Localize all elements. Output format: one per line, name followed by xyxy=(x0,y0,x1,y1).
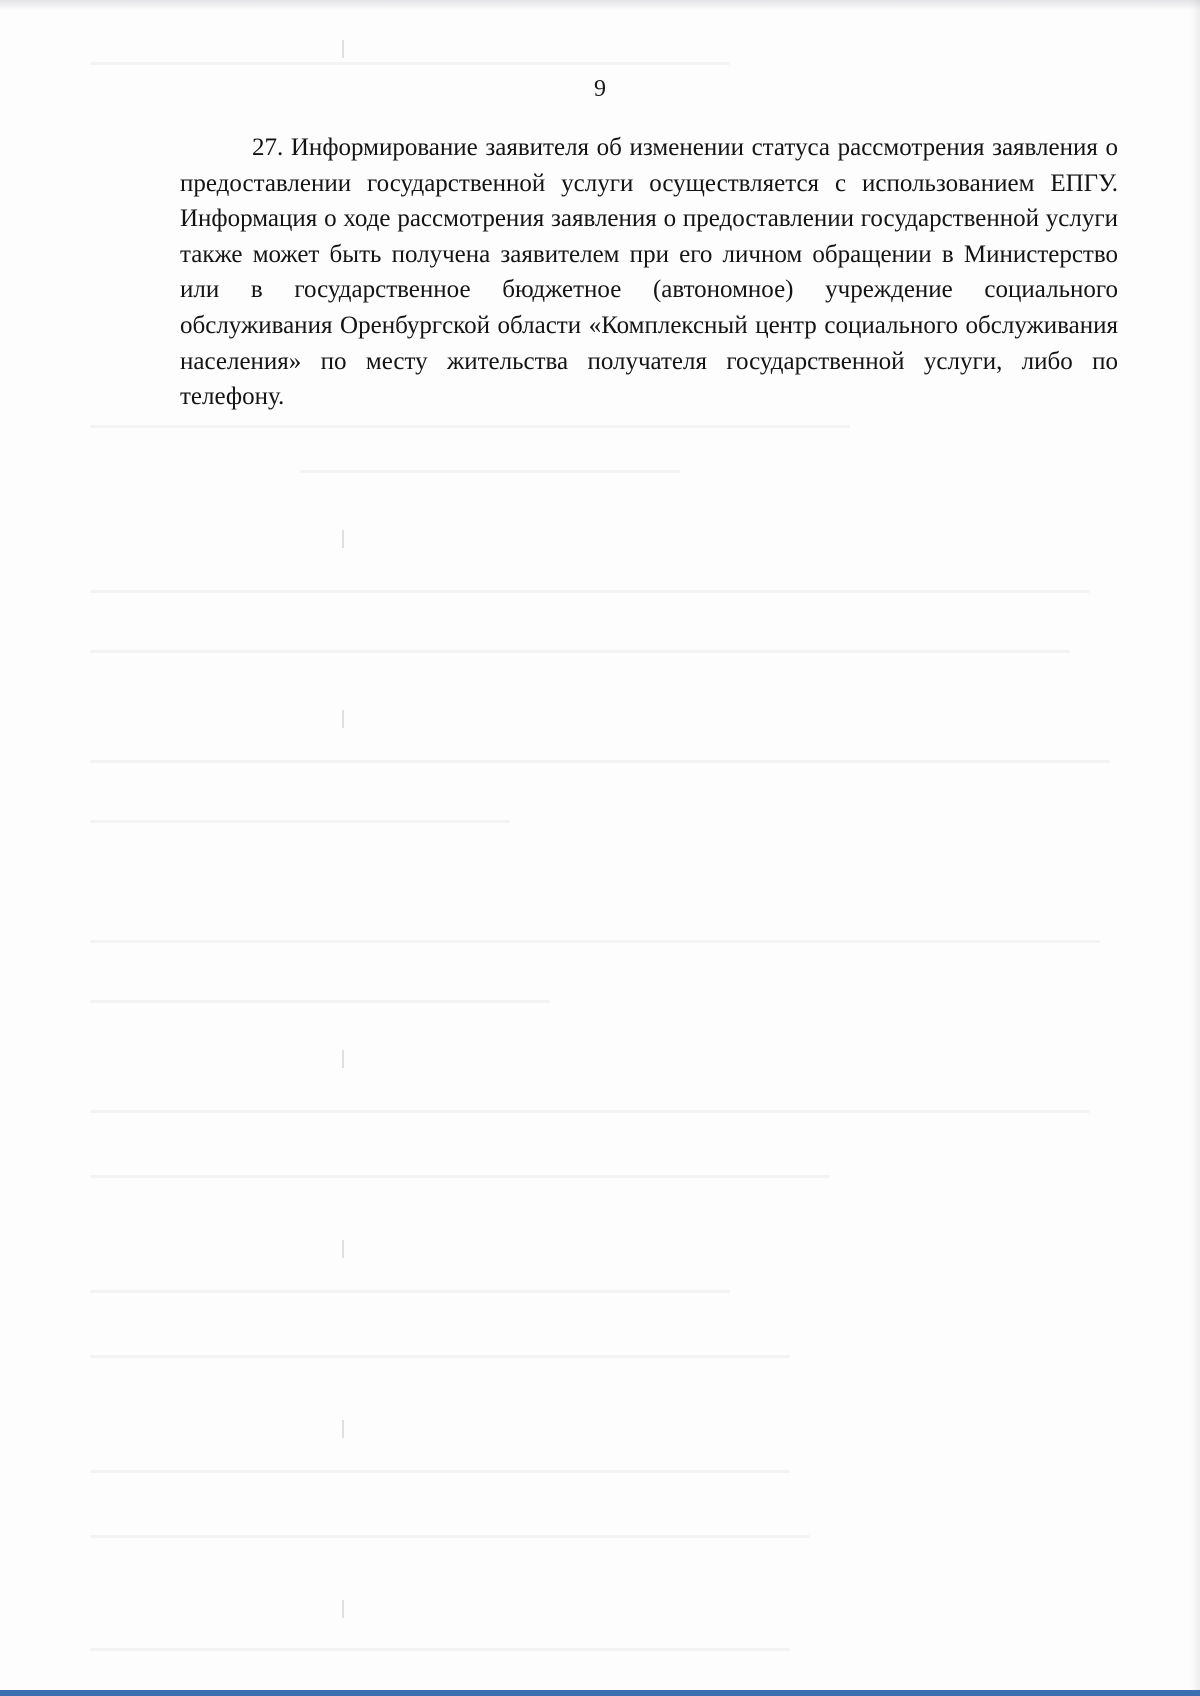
show-through-line xyxy=(90,760,1110,763)
scan-speck xyxy=(342,1420,344,1438)
show-through-line xyxy=(90,1470,790,1473)
show-through-line xyxy=(90,820,510,823)
show-through-line xyxy=(90,1355,790,1358)
show-through-line xyxy=(90,1110,1090,1113)
scan-right-shadow xyxy=(1190,0,1200,1696)
scan-top-shadow xyxy=(0,0,1200,10)
show-through-line xyxy=(90,1535,810,1538)
paragraph-27: 27. Информирование заявителя об изменении статуса рассмотрения заявления о предоставлении государственной услуги осуществляется с использованием ЕПГУ. Информация о ходе рассмотрения заявления о предоставлении государственной услуги также может быть получена заявителем при его личном обращении в Министерство или в государственное бюджетное (автономное) учреждение социального обслуживания Оренбургской области «Комплексный центр социального обслуживания населения» по месту жительства получателя государственной услуги, либо по телефону. xyxy=(180,134,1118,411)
scan-speck xyxy=(342,530,344,548)
page-number: 9 xyxy=(594,76,606,102)
scan-speck xyxy=(342,40,344,58)
show-through-line xyxy=(90,62,730,65)
scan-speck xyxy=(342,710,344,728)
show-through-line xyxy=(90,590,1090,593)
scan-speck xyxy=(342,1240,344,1258)
show-through-line xyxy=(90,1648,790,1651)
scan-speck xyxy=(342,1600,344,1618)
scan-bottom-edge xyxy=(0,1690,1200,1696)
show-through-line xyxy=(300,470,680,473)
show-through-line xyxy=(90,425,850,428)
show-through-line xyxy=(90,1000,550,1003)
show-through-line xyxy=(90,1175,830,1178)
show-through-line xyxy=(90,940,1100,943)
scan-speck xyxy=(342,1050,344,1068)
show-through-line xyxy=(90,1290,730,1293)
show-through-line xyxy=(90,650,1070,653)
